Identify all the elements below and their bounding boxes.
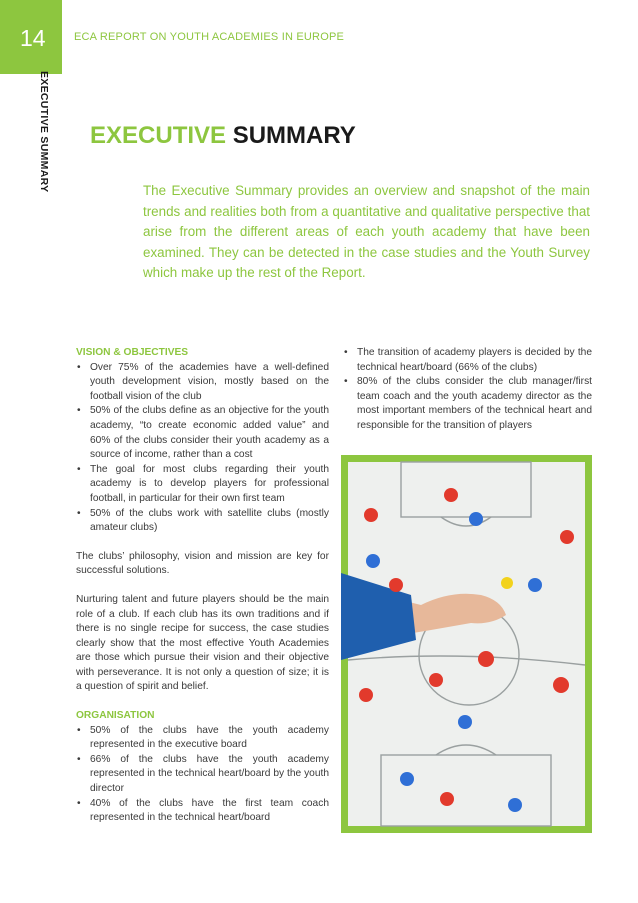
philosophy-paragraph: The clubs’ philosophy, vision and mission are key for successful solutions. [76, 550, 329, 577]
magnet [366, 554, 380, 568]
magnet [359, 688, 373, 702]
page-title [90, 124, 356, 148]
list-item: • Over 75% of the academies have a well-defined youth development vision, mostly based on the football vision of the club [76, 361, 329, 405]
running-header: ECA REPORT ON YOUTH ACADEMIES IN EUROPE [74, 31, 345, 43]
vision-list [76, 361, 329, 536]
list-item: • 80% of the clubs consider the club manager/first team coach and the youth academy director as the most important members of the technical heart and responsible for the transition of players [343, 375, 592, 433]
list-item: • 50% of the clubs work with satellite clubs (mostly amateur clubs) [76, 507, 329, 536]
left-column [76, 346, 329, 826]
magnet [469, 512, 483, 526]
page-number: 14 [0, 0, 62, 74]
right-column [343, 346, 592, 434]
magnet [400, 772, 414, 786]
list-item: • The transition of academy players is decided by the technical heart/board (66% of the clubs) [343, 346, 592, 375]
tactics-board-image [341, 455, 592, 833]
magnet [528, 578, 542, 592]
magnet [508, 798, 522, 812]
magnet [501, 577, 513, 589]
intro-paragraph: The Executive Summary provides an overview and snapshot of the main trends and realities both from a quantitative and qualitative perspective that arise from the different areas of each youth academy that have been examined. They can be detected in the case studies and the Youth Survey which make up the rest of the Report. [143, 183, 590, 280]
list-item: • The goal for most clubs regarding their youth academy is to develop players for professional football, in particular for their own first team [76, 463, 329, 507]
organisation-list [76, 724, 329, 826]
magnet [444, 488, 458, 502]
transition-list [343, 346, 592, 434]
magnet [364, 508, 378, 522]
vision-heading: VISION & OBJECTIVES [76, 347, 189, 358]
nurturing-paragraph: Nurturing talent and future players should be the main role of a club. If each club has its own traditions and if there is no single recipe for success, the case studies clearly show that the most effective Youth Academies are those which pursue their vision and their objective with perseverance. It is not only a question of size; it is a question of spirit and belief. [76, 593, 329, 693]
magnet [440, 792, 454, 806]
list-item: • 40% of the clubs have the first team coach represented in the technical heart/board [76, 797, 329, 826]
magnet [560, 530, 574, 544]
magnet [389, 578, 403, 592]
tactics-board-photo [341, 455, 592, 833]
title-part-1: EXECUTIVE [90, 122, 227, 149]
magnet [458, 715, 472, 729]
organisation-heading: ORGANISATION [76, 710, 155, 722]
list-item: • 50% of the clubs define as an objective for the youth academy, “to create economic added value” and 60% of the clubs consider their youth academy as a source of income, rather than a cost [76, 404, 329, 462]
side-section-label: EXECUTIVE SUMMARY [38, 71, 50, 193]
list-item: • 50% of the clubs have the youth academy represented in the executive board [76, 724, 329, 753]
magnet [429, 673, 443, 687]
list-item: • 66% of the clubs have the youth academy represented in the technical heart/board by the youth director [76, 753, 329, 797]
title-part-2: SUMMARY [232, 122, 356, 149]
magnet [553, 677, 569, 693]
magnet [478, 651, 494, 667]
